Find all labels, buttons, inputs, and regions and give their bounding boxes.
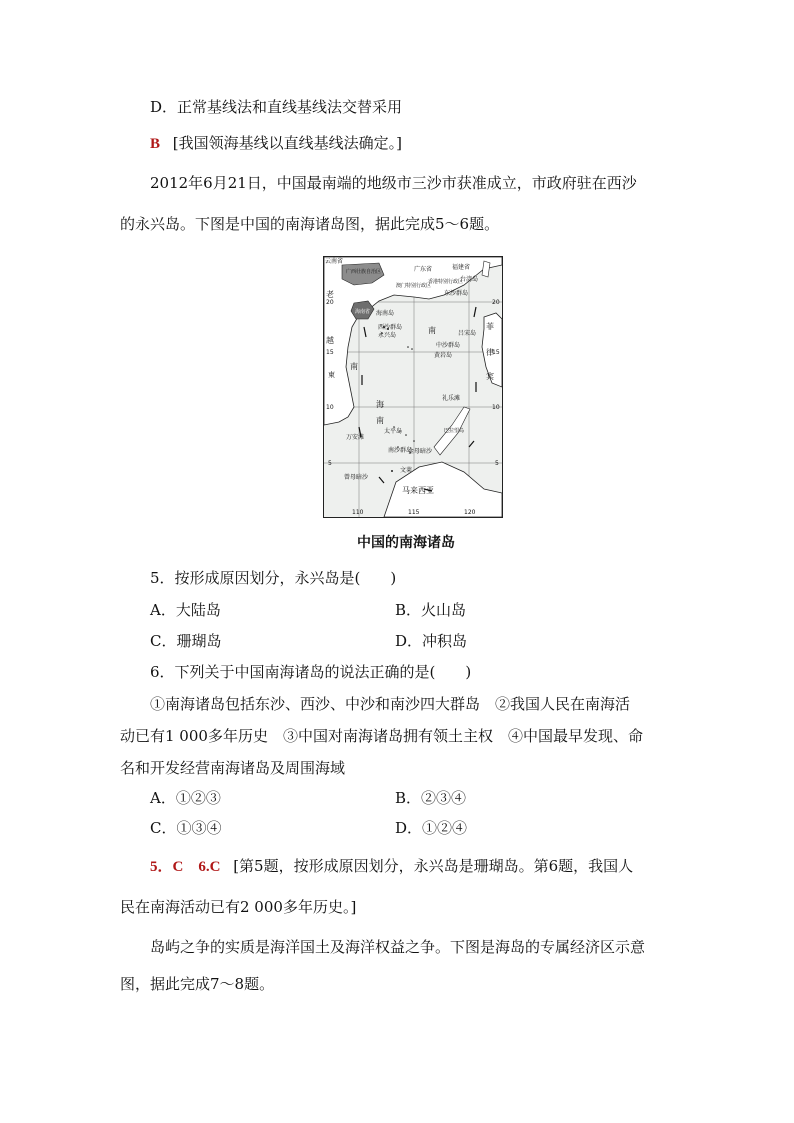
q5-option-a[interactable]: A．大陆岛 — [150, 601, 221, 619]
map-caption: 中国的南海诸岛 — [357, 535, 455, 551]
tick-left-15: 15 — [326, 349, 334, 356]
label-dongsha: 东沙群岛 — [444, 290, 469, 297]
q5-option-d[interactable]: D．冲积岛 — [395, 632, 468, 650]
label-yue: 越 — [326, 336, 334, 345]
q6-option-d[interactable]: D．①②④ — [395, 819, 468, 837]
tick-bottom-120: 120 — [464, 509, 476, 516]
label-liyue: 礼乐滩 — [442, 395, 461, 402]
tick-left-5: 5 — [328, 460, 332, 467]
label-phil-1: 菲 — [486, 322, 494, 331]
q5-stem: 5．按形成原因划分，永兴岛是( ) — [150, 569, 397, 587]
label-sea: 海 — [376, 400, 384, 409]
q5-option-c[interactable]: C．珊瑚岛 — [150, 632, 222, 650]
label-wanan: 万安滩 — [346, 434, 365, 441]
label-macau: 澳门特别行政区 — [396, 283, 432, 289]
tick-right-10: 10 — [492, 404, 500, 411]
q4-answer-letter: B — [150, 136, 161, 152]
label-huangyan: 黄岩岛 — [434, 352, 453, 359]
answer-5-6 — [150, 856, 633, 877]
q6-stem: 6．下列关于中国南海诸岛的说法正确的是( ) — [150, 663, 472, 681]
label-nan2: 南 — [376, 416, 384, 425]
label-fujian: 福建省 — [452, 264, 471, 271]
tick-right-20: 20 — [492, 299, 500, 306]
q4-answer-explanation: [我国领海基线以直线基线法确定。] — [172, 134, 403, 152]
intro-7-8-line2: 图，据此完成7～8题。 — [120, 975, 275, 993]
label-yunnan: 云南省 — [325, 258, 344, 265]
label-guangdong: 广东省 — [414, 266, 433, 273]
label-zengmu: 曾母暗沙 — [344, 474, 369, 481]
answer-5-6-explanation: [第5题，按形成原因划分，永兴岛是珊瑚岛。第6题，我国人 — [233, 857, 634, 875]
q6-statement-line1: ①南海诸岛包括东沙、西沙、中沙和南沙四大群岛 ②我国人民在南海活 — [150, 695, 631, 713]
tick-bottom-115: 115 — [408, 509, 420, 516]
label-luzon: 吕宋岛 — [458, 330, 477, 337]
tick-bottom-110: 110 — [352, 509, 364, 516]
label-hainan-prov: 海南省 — [355, 309, 371, 315]
label-xisha: 西沙群岛 — [378, 324, 403, 331]
label-phil-2: 律 — [486, 348, 494, 357]
label-palawan: 巴拉望岛 — [444, 428, 465, 434]
label-jian: 柬 — [328, 371, 335, 379]
label-zhongsha: 中沙群岛 — [436, 342, 461, 349]
label-south: 南 — [428, 326, 436, 335]
q5-option-b[interactable]: B．火山岛 — [395, 601, 467, 619]
south-china-sea-map — [323, 256, 503, 518]
tick-left-10: 10 — [326, 404, 334, 411]
label-nansha: 南沙群岛 — [388, 447, 413, 454]
label-malai: 马来西亚 — [402, 486, 434, 495]
label-hainan-island: 海南岛 — [376, 310, 395, 317]
q4-answer — [150, 133, 402, 154]
label-nan: 南 — [350, 362, 358, 371]
label-phil-3: 宾 — [486, 372, 494, 381]
tick-left-20: 20 — [326, 299, 334, 306]
label-wenlai: 文莱 — [400, 467, 413, 474]
q6-statement-line2: 动已有1 000多年历史 ③中国对南海诸岛拥有领土主权 ④中国最早发现、命 — [120, 727, 643, 745]
answer-5-6-line2: 民在南海活动已有2 000多年历史。] — [120, 898, 357, 916]
map-graphic — [324, 257, 502, 517]
intro-5-6-line2: 的永兴岛。下图是中国的南海诸岛图，据此完成5～6题。 — [120, 215, 500, 233]
tick-right-15: 15 — [492, 349, 500, 356]
tick-right-5: 5 — [495, 460, 499, 467]
answer-5-6-letters: 5．C 6.C — [150, 859, 221, 875]
intro-7-8-line1: 岛屿之争的实质是海洋国土及海洋权益之争。下图是海岛的专属经济区示意 — [150, 938, 646, 956]
q6-statement-line3: 名和开发经营南海诸岛及周围海域 — [120, 759, 346, 777]
q4-option-d: D．正常基线法和直线基线法交替采用 — [150, 98, 403, 116]
q6-option-a[interactable]: A．①②③ — [150, 789, 221, 807]
q6-option-b[interactable]: B．②③④ — [395, 789, 467, 807]
label-lao: 老 — [326, 290, 334, 299]
label-yongxing: 永兴岛 — [378, 332, 397, 339]
label-hk: 香港特别行政区 — [428, 279, 464, 285]
intro-5-6-line1: 2012年6月21日，中国最南端的地级市三沙市获准成立，市政府驻在西沙 — [150, 174, 637, 192]
label-jinmu: 金母暗沙 — [408, 448, 433, 455]
label-guangxi: 广西壮族自治区 — [346, 269, 382, 275]
label-taiwan: 台湾岛 — [460, 276, 479, 283]
q6-option-c[interactable]: C．①③④ — [150, 819, 222, 837]
label-taiping: 太平岛 — [384, 428, 403, 435]
